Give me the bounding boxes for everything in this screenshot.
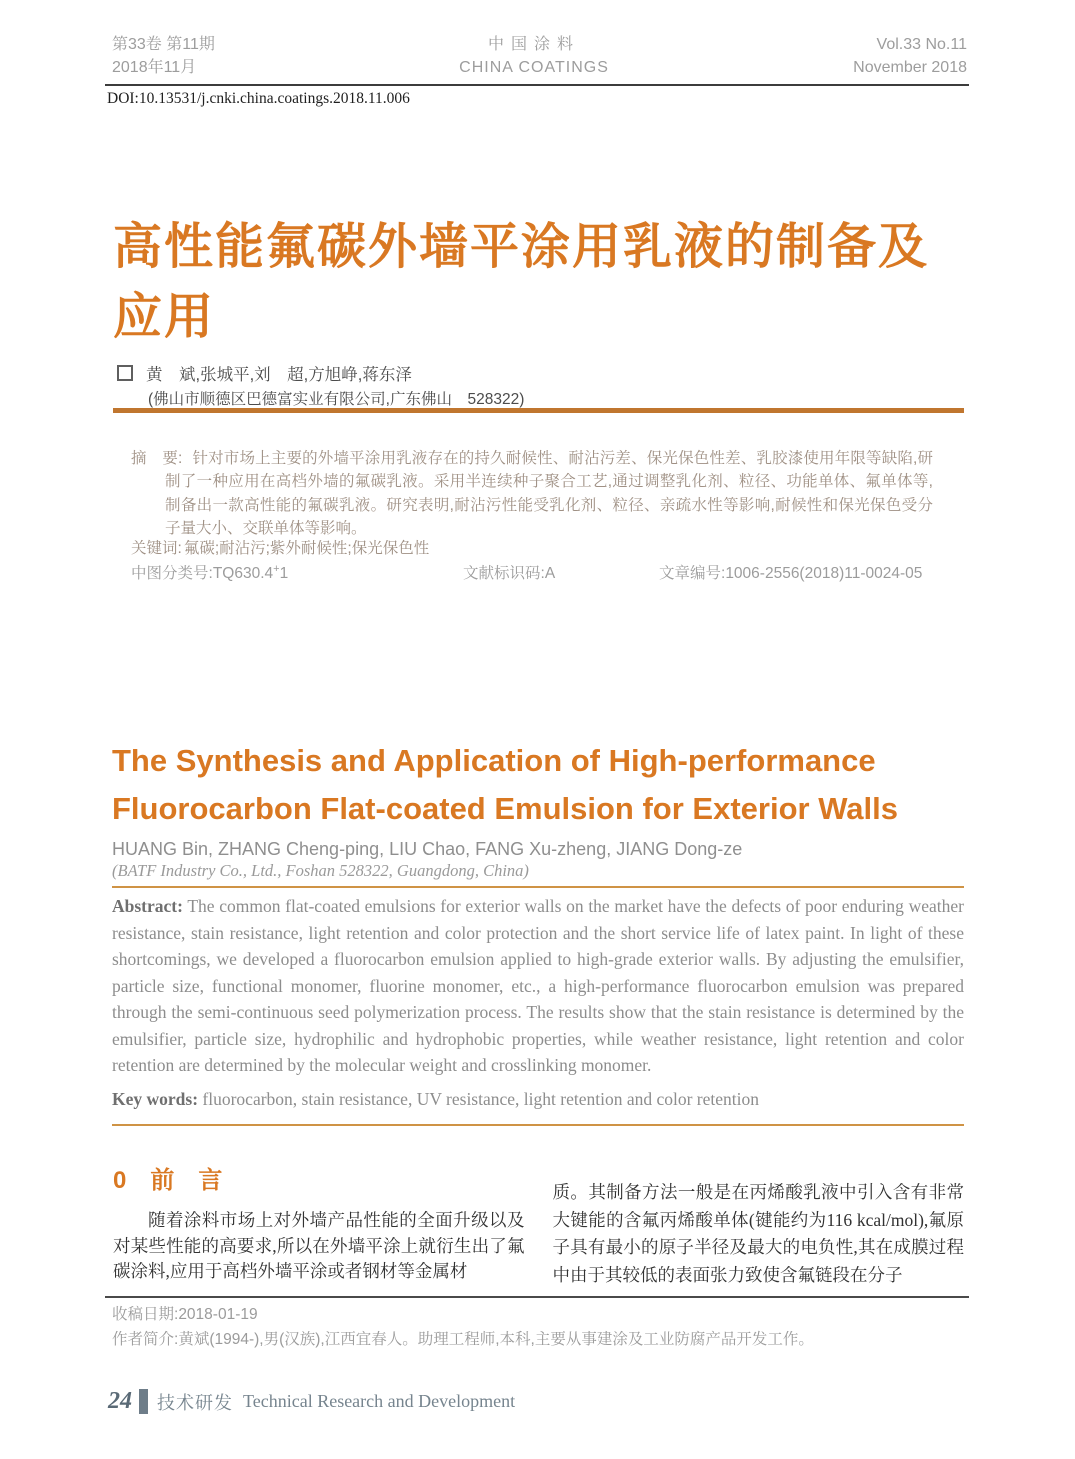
- header-volume-issue-cn: [112, 33, 215, 79]
- author-marker-square-icon: [117, 365, 133, 381]
- journal-name-en: CHINA COATINGS: [459, 59, 609, 76]
- english-abstract-bottom-rule: [112, 1124, 964, 1126]
- introduction-section: [113, 1166, 964, 1289]
- footnote-divider: [105, 1296, 969, 1298]
- abstract-en-text: The common flat-coated emulsions for exterior walls on the market have the defects of poor enduring weather resistance, stain resistance, light retention and color protection and the short service life of latex paint. In light of these shortcomings, we developed a fluorocarbon emulsion applied to high-grade exterior walls. By adjusting the emulsifier, particle size, functional monomer, fluorine monomer, etc., a high-performance fluorocarbon emulsion was prepared through the semi-continuous seed polymerization process. The results show that the stain resistance is determined by the emulsifier, particle size, hydrophilic and hydrophobic properties, while weather resistance, light retention and color retention are determined by the molecular weight and crosslinking monomer.: [112, 896, 964, 1075]
- section-heading-intro: 0 前 言: [113, 1167, 223, 1194]
- english-abstract-block: [112, 893, 964, 1126]
- footer-section-cn: 技术研发: [157, 1392, 233, 1413]
- date-cn: 2018年11月: [112, 59, 197, 76]
- clc-number: 中图分类号:TQ630.4+1: [131, 562, 289, 582]
- keywords-en: [112, 1086, 964, 1112]
- header-journal-name: [459, 33, 609, 79]
- article-title-en: [112, 737, 992, 833]
- classification-row: [131, 561, 964, 583]
- intro-paragraph-left: 随着涂料市场上对外墙产品性能的全面升级以及对某些性能的高要求,所以在外墙平涂上就衍生出了氟碳涂料,应用于高档外墙平涂或者钢材等金属材: [113, 1210, 525, 1281]
- date-en: November 2018: [853, 59, 967, 76]
- journal-name-cn: 中国涂料: [487, 36, 580, 53]
- intro-column-right: [553, 1166, 965, 1289]
- article-title-en-line1: The Synthesis and Application of High-performance: [112, 743, 876, 778]
- abstract-en-label: Abstract:: [112, 896, 183, 916]
- article-title-cn: [113, 212, 983, 352]
- intro-column-left: [113, 1166, 525, 1289]
- journal-header: [112, 33, 967, 79]
- abstract-top-rule: [113, 408, 964, 413]
- abstract-cn-text: 针对市场上主要的外墙平涂用乳液存在的持久耐候性、耐沾污差、保光保色性差、乳胶漆使用年限等缺陷,研制了一种应用在高档外墙的氟碳乳液。采用半连续种子聚合工艺,通过调整乳化剂、粒径、功能单体、氟单体等,制备出一款高性能的氟碳乳液。研究表明,耐沾污性能受乳化剂、粒径、亲疏水性等影响,耐候性和保光保色受分子量大小、交联单体等影响。: [165, 449, 934, 537]
- header-divider: [105, 84, 969, 86]
- intro-paragraph-right: 质。其制备方法一般是在丙烯酸乳液中引入含有非常大键能的含氟丙烯酸单体(键能约为116 kcal/mol),氟原子具有最小的原子半径及最大的电负性,其在成膜过程中由于其较低的表面张力致使含氟链段在分子: [552, 1182, 964, 1285]
- received-date-line: [112, 1302, 972, 1327]
- english-abstract-top-rule: [112, 886, 964, 888]
- keywords-en-text: fluorocarbon, stain resistance, UV resistance, light retention and color retention: [202, 1088, 759, 1109]
- article-title-cn-line1: 高性能氟碳外墙平涂用乳液的制备及: [113, 220, 930, 274]
- article-id: 文章编号:1006-2556(2018)11-0024-05: [659, 565, 923, 582]
- keywords-en-label: Key words:: [112, 1088, 199, 1109]
- keywords-cn-label: 关键词:: [131, 540, 182, 557]
- footer-section-en: Technical Research and Development: [243, 1391, 516, 1411]
- affiliation-cn: (佛山市顺德区巴德富实业有限公司,广东佛山 528322): [148, 391, 525, 408]
- abstract-cn-label: 摘 要:: [131, 449, 183, 467]
- clc-superscript: +: [273, 562, 280, 575]
- keywords-cn: [131, 536, 429, 558]
- document-code: 文献标识码:A: [463, 565, 556, 582]
- abstract-cn: [131, 447, 933, 541]
- abstract-en: [112, 893, 964, 1079]
- volume-issue-cn: 第33卷 第11期: [112, 36, 215, 53]
- footnote-block: [112, 1302, 972, 1352]
- author-bio-value: 黄斌(1994-),男(汉族),江西宜春人。助理工程师,本科,主要从事建涂及工业防腐产品开发工作。: [178, 1331, 814, 1348]
- article-title-en-line2: Fluorocarbon Flat-coated Emulsion for Exterior Walls: [112, 791, 899, 826]
- doi-text: DOI:10.13531/j.cnki.china.coatings.2018.11.006: [107, 90, 410, 107]
- footer-bar-divider: [139, 1389, 148, 1414]
- received-date-label: 收稿日期:: [112, 1306, 179, 1323]
- authors-cn: 黄 斌,张城平,刘 超,方旭峥,蒋东泽: [146, 366, 412, 384]
- affiliation-en: (BATF Industry Co., Ltd., Foshan 528322, Guangdong, China): [112, 861, 529, 880]
- volume-issue-en: Vol.33 No.11: [876, 36, 967, 53]
- author-bio-label: 作者简介:: [112, 1331, 179, 1348]
- author-bio-line: [112, 1327, 972, 1352]
- page-footer: [108, 1388, 515, 1415]
- authors-row: [117, 361, 412, 385]
- header-volume-issue-en: [853, 33, 967, 79]
- authors-en: HUANG Bin, ZHANG Cheng-ping, LIU Chao, FANG Xu-zheng, JIANG Dong-ze: [112, 839, 743, 859]
- keywords-cn-text: 氟碳;耐沾污;紫外耐候性;保光保色性: [183, 540, 430, 557]
- received-date-value: 2018-01-19: [178, 1306, 258, 1323]
- article-title-cn-line2: 应用: [113, 290, 216, 344]
- page-number: 24: [108, 1388, 132, 1414]
